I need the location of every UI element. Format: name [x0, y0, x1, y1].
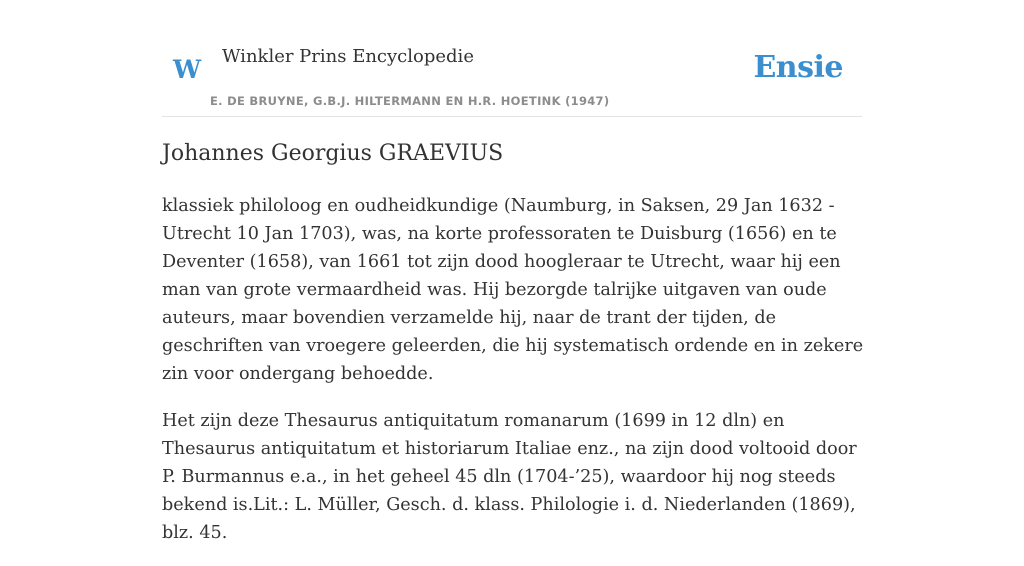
article-paragraph: klassiek philoloog en oudheidkundige (Naumburg, in Saksen, 29 Jan 1632 - Utrecht 10 Jan 1703), was, na korte professoraten te Duisburg (1656) en te Deventer (1658), van 1661 tot zijn dood hoogleraar te Utrecht, waar hij een man van grote vermaardheid was. Hij bezorgde talrijke uitgaven van oude auteurs, maar bovendien verzamelde hij, naar de trant der tijden, de geschriften van vroegere geleerden, die hij systematisch ordende en in zekere zin voor ondergang behoedde.: [162, 196, 864, 384]
page-title: Johannes Georgius GRAEVIUS: [162, 141, 504, 166]
article-body: [162, 192, 868, 566]
article-paragraph: Het zijn deze Thesaurus antiquitatum romanarum (1699 in 12 dln) en Thesaurus antiquitatum et historiarum Italiae enz., na zijn dood voltooid door P. Burmannus e.a., in het geheel 45 dln (1704-’25), waardoor hij nog steeds bekend is.Lit.: L. Müller, Gesch. d. klass. Philologie i. d. Niederlanden (1869), blz. 45.: [162, 411, 857, 543]
source-authors: E. DE BRUYNE, G.B.J. HILTERMANN EN H.R. HOETINK (1947): [210, 94, 610, 108]
source-header: [162, 36, 862, 117]
source-title[interactable]: Winkler Prins Encyclopedie: [222, 46, 474, 67]
winkler-prins-logo[interactable]: W: [173, 55, 202, 84]
ensie-logo[interactable]: Ensie: [753, 50, 843, 85]
